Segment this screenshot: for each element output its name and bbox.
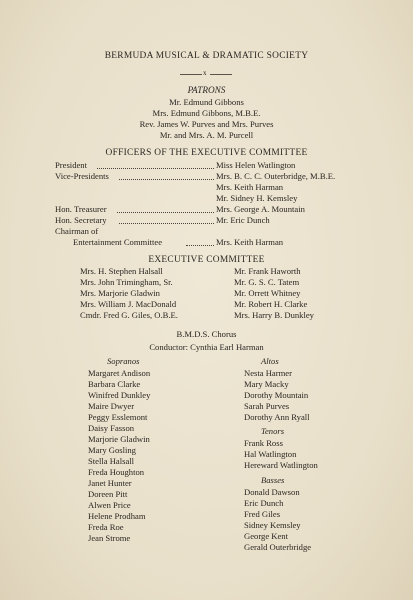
alto-name: Dorothy Mountain <box>244 390 309 400</box>
soprano-name: Winifred Dunkley <box>88 390 151 400</box>
secretary-name: Mr. Eric Dunch <box>216 215 270 225</box>
soprano-name: Alwen Price <box>88 500 131 510</box>
vice-presidents-label: Vice-Presidents <box>55 171 109 181</box>
leader-dots <box>97 168 214 169</box>
alto-name: Sarah Purves <box>244 401 290 411</box>
patron-name: Rev. James W. Purves and Mrs. Purves <box>139 119 274 129</box>
entertainment-committee-label: Entertainment Committee <box>73 237 163 247</box>
soprano-name: Freda Roe <box>88 522 124 532</box>
bass-name: Sidney Kemsley <box>244 520 301 530</box>
soprano-name: Stella Halsall <box>88 456 135 466</box>
executive-member: Mrs. Harry B. Dunkley <box>234 310 314 320</box>
soprano-name: Peggy Esslemont <box>88 412 148 422</box>
chorus-conductor: Conductor: Cynthia Earl Harman <box>149 342 264 352</box>
treasurer-name: Mrs. George A. Mountain <box>216 204 305 214</box>
executive-member: Mrs. H. Stephen Halsall <box>80 266 163 276</box>
executive-member: Mr. Orrett Whitney <box>234 288 301 298</box>
tenor-name: Hereward Watlington <box>244 460 318 470</box>
ornament-rule-right <box>210 74 232 75</box>
patrons-heading: PATRONS <box>187 85 226 95</box>
executive-member: Cmdr. Fred G. Giles, O.B.E. <box>80 310 178 320</box>
patron-name: Mr. Edmund Gibbons <box>169 97 244 107</box>
bass-name: George Kent <box>244 531 288 541</box>
soprano-name: Helene Prodham <box>88 511 146 521</box>
soprano-name: Janet Hunter <box>88 478 132 488</box>
soprano-name: Marjorie Gladwin <box>88 434 150 444</box>
executive-member: Mrs. Marjorie Gladwin <box>80 288 160 298</box>
chorus-heading: B.M.D.S. Chorus <box>176 329 237 339</box>
vice-president-name: Mrs. Keith Harman <box>216 182 284 192</box>
soprano-name: Doreen Pitt <box>88 489 128 499</box>
president-name: Miss Helen Watlington <box>216 160 296 170</box>
executive-member: Mrs. William J. MacDonald <box>80 299 177 309</box>
bass-name: Eric Dunch <box>244 498 284 508</box>
ornament-mark: x <box>203 69 207 77</box>
chairman-label: Chairman of <box>55 226 99 236</box>
bass-name: Gerald Outerbridge <box>244 542 312 552</box>
executive-heading: EXECUTIVE COMMITTEE <box>148 255 265 265</box>
soprano-name: Maire Dwyer <box>88 401 135 411</box>
tenor-name: Frank Ross <box>244 438 283 448</box>
treasurer-label: Hon. Treasurer <box>55 204 107 214</box>
patron-name: Mr. and Mrs. A. M. Purcell <box>159 130 254 140</box>
leader-dots <box>119 179 214 180</box>
president-label: President <box>55 160 87 170</box>
soprano-name: Barbara Clarke <box>88 379 141 389</box>
chairman-name: Mrs. Keith Harman <box>216 237 284 247</box>
bass-name: Fred Giles <box>244 509 281 519</box>
executive-member: Mr. G. S. C. Tatem <box>234 277 300 287</box>
vice-president-name: Mr. Sidney H. Kemsley <box>216 193 298 203</box>
bass-name: Donald Dawson <box>244 487 300 497</box>
soprano-name: Daisy Fasson <box>88 423 135 433</box>
soprano-name: Freda Houghton <box>88 467 145 477</box>
soprano-name: Mary Gosling <box>88 445 136 455</box>
vice-president-name: Mrs. B. C. C. Outerbridge, M.B.E. <box>216 171 336 181</box>
alto-name: Nesta Harmer <box>244 368 292 378</box>
alto-name: Mary Macky <box>244 379 289 389</box>
executive-member: Mr. Frank Haworth <box>234 266 301 276</box>
soprano-name: Jean Strome <box>88 533 131 543</box>
leader-dots <box>117 212 214 213</box>
patron-name: Mrs. Edmund Gibbons, M.B.E. <box>152 108 261 118</box>
leader-dots <box>119 223 214 224</box>
society-title: BERMUDA MUSICAL & DRAMATIC SOCIETY <box>104 51 309 61</box>
executive-member: Mr. Robert H. Clarke <box>234 299 308 309</box>
soprano-name: Margaret Andison <box>88 368 151 378</box>
executive-member: Mrs. John Trimingham, Sr. <box>80 277 173 287</box>
ornament-rule-left <box>180 74 202 75</box>
alto-name: Dorothy Ann Ryall <box>244 412 310 422</box>
basses-label: Basses <box>261 475 285 485</box>
tenor-name: Hal Watlington <box>244 449 297 459</box>
secretary-label: Hon. Secretary <box>55 215 107 225</box>
altos-label: Altos <box>261 356 279 366</box>
officers-heading: OFFICERS OF THE EXECUTIVE COMMITTEE <box>105 148 308 158</box>
leader-dots <box>186 245 214 246</box>
sopranos-label: Sopranos <box>107 356 140 366</box>
tenors-label: Tenors <box>261 426 285 436</box>
